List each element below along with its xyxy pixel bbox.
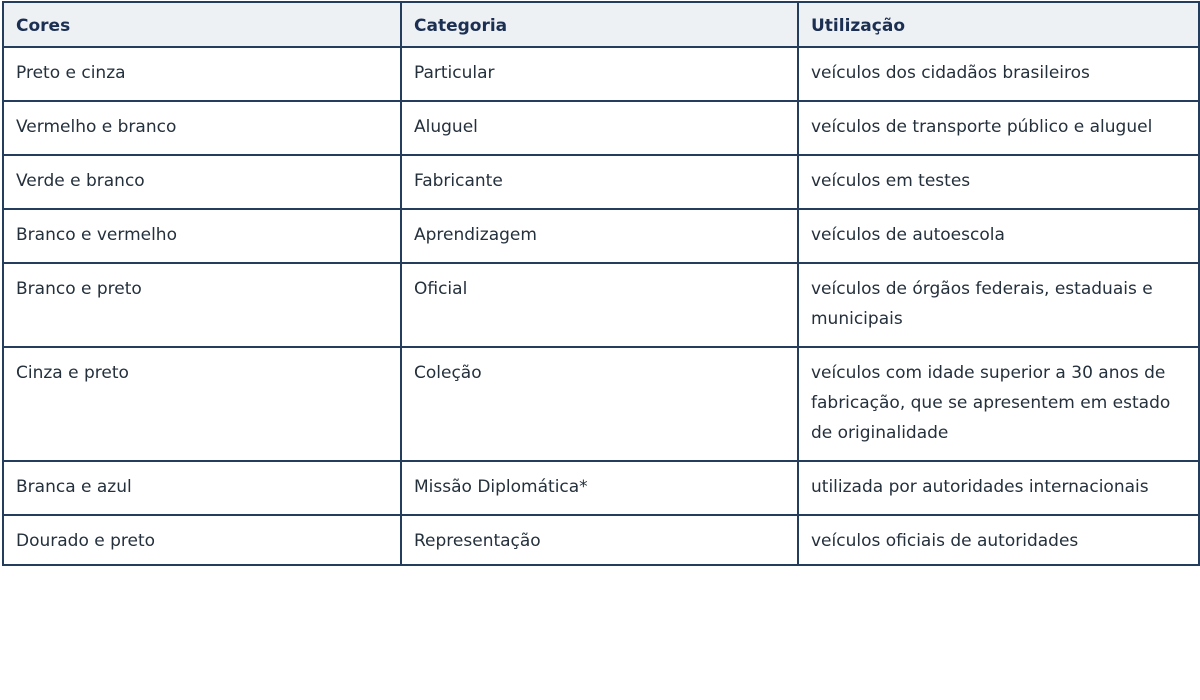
- table-row: [3, 101, 1199, 155]
- cell-utilizacao: veículos de órgãos federais, estaduais e municipais: [798, 263, 1199, 347]
- cell-categoria: Aluguel: [401, 101, 798, 155]
- cell-categoria: Aprendizagem: [401, 209, 798, 263]
- cell-cores: Vermelho e branco: [3, 101, 401, 155]
- table-header-row: [3, 2, 1199, 47]
- table-row: [3, 47, 1199, 101]
- cell-categoria: Particular: [401, 47, 798, 101]
- cell-categoria: Coleção: [401, 347, 798, 461]
- cell-cores: Preto e cinza: [3, 47, 401, 101]
- plate-colors-table: [2, 1, 1200, 566]
- cell-utilizacao: veículos de autoescola: [798, 209, 1199, 263]
- column-header-utilizacao: Utilização: [798, 2, 1199, 47]
- cell-categoria: Representação: [401, 515, 798, 565]
- cell-categoria: Missão Diplomática*: [401, 461, 798, 515]
- table-row: [3, 263, 1199, 347]
- cell-categoria: Oficial: [401, 263, 798, 347]
- cell-utilizacao: veículos de transporte público e aluguel: [798, 101, 1199, 155]
- cell-cores: Dourado e preto: [3, 515, 401, 565]
- cell-cores: Cinza e preto: [3, 347, 401, 461]
- table-row: [3, 209, 1199, 263]
- cell-utilizacao: veículos com idade superior a 30 anos de fabricação, que se apresentem em estado de originalidade: [798, 347, 1199, 461]
- table-row: [3, 461, 1199, 515]
- cell-cores: Branco e preto: [3, 263, 401, 347]
- table-row: [3, 347, 1199, 461]
- column-header-cores: Cores: [3, 2, 401, 47]
- cell-cores: Verde e branco: [3, 155, 401, 209]
- cell-utilizacao: veículos dos cidadãos brasileiros: [798, 47, 1199, 101]
- column-header-categoria: Categoria: [401, 2, 798, 47]
- table-row: [3, 155, 1199, 209]
- table-row: [3, 515, 1199, 565]
- cell-cores: Branca e azul: [3, 461, 401, 515]
- cell-cores: Branco e vermelho: [3, 209, 401, 263]
- cell-utilizacao: veículos em testes: [798, 155, 1199, 209]
- cell-utilizacao: veículos oficiais de autoridades: [798, 515, 1199, 565]
- cell-categoria: Fabricante: [401, 155, 798, 209]
- cell-utilizacao: utilizada por autoridades internacionais: [798, 461, 1199, 515]
